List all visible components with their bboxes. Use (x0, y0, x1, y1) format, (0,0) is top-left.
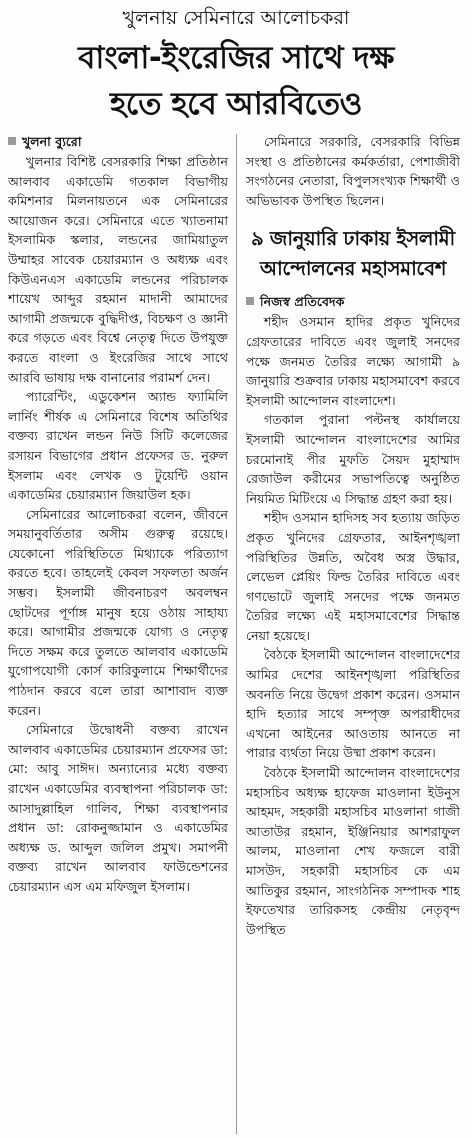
column-divider (236, 134, 237, 1134)
article-paragraph: সেমিনারে সরকারি, বেসরকারি বিভিন্ন সংস্থা ও প্রতিষ্ঠানের কর্মকর্তারা, পেশাজীবী সংগঠনের নেতারা, বিপুলসংখ্যক শিক্ষার্থী ও অভিভাবক উপস্থিত ছিলেন। (246, 134, 460, 208)
article-byline: খুলনা ব্যুরো (8, 132, 228, 152)
article-paragraph: সেমিনারে উদ্বোধনী বক্তব্য রাখেন আলবাব একাডেমির চেয়ারম্যান প্রফেসর ডা: মো: আবু সাঈদ। অন্যান্যের মধ্যে বক্তব্য রাখেন একাডেমির ব্যবস্থাপনা পরিচালক ডা: আসাদুল্লাহিল গালিব, শিক্ষা ব্যবস্থাপনার প্রধান ডা: রোকনুজ্জামান ও একাডেমির অধ্যক্ষ ড. আব্দুল জলিল প্রমুখ। সমাপনী বক্তব্য রাখেন আলবাব ফাউন্ডেশনের চেয়ারম্যান এস এম মফিজুল ইসলাম। (8, 722, 228, 894)
article2-byline: নিজস্ব প্রতিবেদক (246, 292, 460, 312)
article2-paragraph: শহীদ ওসমান হাদির প্রকৃত খুনিদের গ্রেফতারের দাবিতে এবং জুলাই সনদের পক্ষে জনমত তৈরির লক্ষ্যে আগামী ৯ জানুয়ারি শুক্রবার ঢাকায় মহাসমাবেশ করবে ইসলামী আন্দোলন বাংলাদেশ। (246, 314, 460, 408)
article-headline-line-1: বাংলা-ইংরেজির সাথে দক্ষ (78, 40, 394, 76)
article-paragraph: খুলনার বিশিষ্ট বেসরকারি শিক্ষা প্রতিষ্ঠান আলবাব একাডেমি গতকাল বিভাগীয় কমিশনার মিলনায়তনে এক সেমিনারের আয়োজন করে। সেমিনারে এতে খ্যাতনামা ইসলামিক স্কলার, লন্ডনের জামিয়াতুল উম্মাহর সাবেক চেয়ারম্যান ও অধ্যক্ষ এবং কিউএনএস একাডেমি লন্ডনের পরিচালক শায়েখ আব্দুর রহমান মাদানী আমাদের আগামী প্রজন্মকে বুদ্ধিদীপ্ত, বিচক্ষণ ও জ্ঞানী করে গড়তে এবং বিশ্বে নেতৃত্ব দিতে উপযুক্ত করতে বাংলা ও ইংরেজির সাথে সাথে আরবি ভাষায় দক্ষ বানানোর পরামর্শ দেন। (8, 154, 228, 385)
article-paragraph: প্যারেন্টিং, এডুকেশন অ্যান্ড ফ্যামিলি লার্নিং শীর্ষক এ সেমিনারে বিশেষ অতিথির বক্তব্য রাখেন লন্ডন নিউ সিটি কলেজের রসায়ন বিভাগের প্রধান প্রফেসর ড. নুরুল ইসলাম এবং লেখক ও টুয়েন্টি ওয়ান একাডেমির চেয়ারম্যান জিয়াউল হক। (8, 389, 228, 503)
article2-headline: ৯ জানুয়ারি ঢাকায় ইসলামী আন্দোলনের মহাসমাবেশ (251, 227, 455, 281)
article-kicker: খুলনায় সেমিনারে আলোচকরা (122, 7, 350, 29)
article-column-right (246, 132, 460, 1138)
article-column-left (8, 132, 228, 1138)
article2-paragraph: বৈঠকে ইসলামী আন্দোলন বাংলাদেশের আমির দেশের আইনশৃঙ্খলা পরিস্থিতির অবনতি নিয়ে উদ্বেগ প্রকাশ করেন। ওসমান হাদি হত্যার সাথে সম্পৃক্ত অপরাধীদের এখনো আইনের আওতায় আনতে না পারার ব্যর্থতা নিয়ে উষ্মা প্রকাশ করেন। (246, 647, 460, 761)
square-bullet-icon (8, 137, 16, 145)
article2-paragraph: বৈঠকে ইসলামী আন্দোলন বাংলাদেশের মহাসচিব অধ্যক্ষ হাফেজ মাওলানা ইউনুস আহমদ, সহকারী মহাসচিব মাওলানা গাজী আতাউর রহমান, ইঞ্জিনিয়ার আশরাফুল আলম, মাওলানা শেখ ফজলে বারী মাসউদ, সহকারী মহাসচিব কে এম আতিকুর রহমান, সাংগঠনিক সম্পাদক শাহ ইফতেখার তারিকসহ কেন্দ্রীয় নেতৃবৃন্দ উপস্থিত (246, 765, 460, 937)
article-paragraph: সেমিনারের আলোচকরা বলেন, জীবনে সময়ানুবর্তিতার অসীম গুরুত্ব রয়েছে। যেকোনো পরিস্থিতিতে মিথ্যাকে পরিত্যাগ করতে হবে। তাহলেই কেবল সফলতা অর্জন সম্ভব। ইসলামী জীবনাচরণ অবলম্বন ছোটদের পূর্ণাঙ্গ মানুষ হয়ে ওঠায় সাহায্য করে। আগামীর প্রজন্মকে যোগ্য ও নেতৃত্ব দিতে সক্ষম করে তুলতে আলবাব একাডেমি যুগোপযোগী কোর্স কারিকুলামে শিক্ষার্থীদের পাঠদান করবে বলে তারা আশাবাদ ব্যক্ত করেন। (8, 506, 228, 718)
article-headline-line-2: হতে হবে আরবিতেও (110, 86, 362, 122)
square-bullet-icon (246, 297, 254, 305)
article2-paragraph: গতকাল পুরানা পল্টনস্থ কার্যালয়ে ইসলামী আন্দোলন বাংলাদেশের আমির চরমোনাই পীর মুফতি সৈয়দ মুহাম্মাদ রেজাউল করীমের সভাপতিত্বে অনুষ্ঠিত নিয়মিত মিটিংয়ে এ সিদ্ধান্ত গ্রহণ করা হয়। (246, 412, 460, 506)
article2-paragraph: শহীদ ওসমান হাদিসহ সব হত্যায় জড়িত প্রকৃত খুনিদের গ্রেফতার, আইনশৃঙ্খলা পরিস্থিতির উন্নতি, অবৈধ অস্ত্র উদ্ধার, লেভেল প্লেয়িং ফিল্ড তৈরির দাবিতে এবং গণভোটে জুলাই সনদের পক্ষে জনমত তৈরির লক্ষ্যে এই মহাসমাবেশের সিদ্ধান্ত নেয়া হয়েছে। (246, 510, 460, 643)
